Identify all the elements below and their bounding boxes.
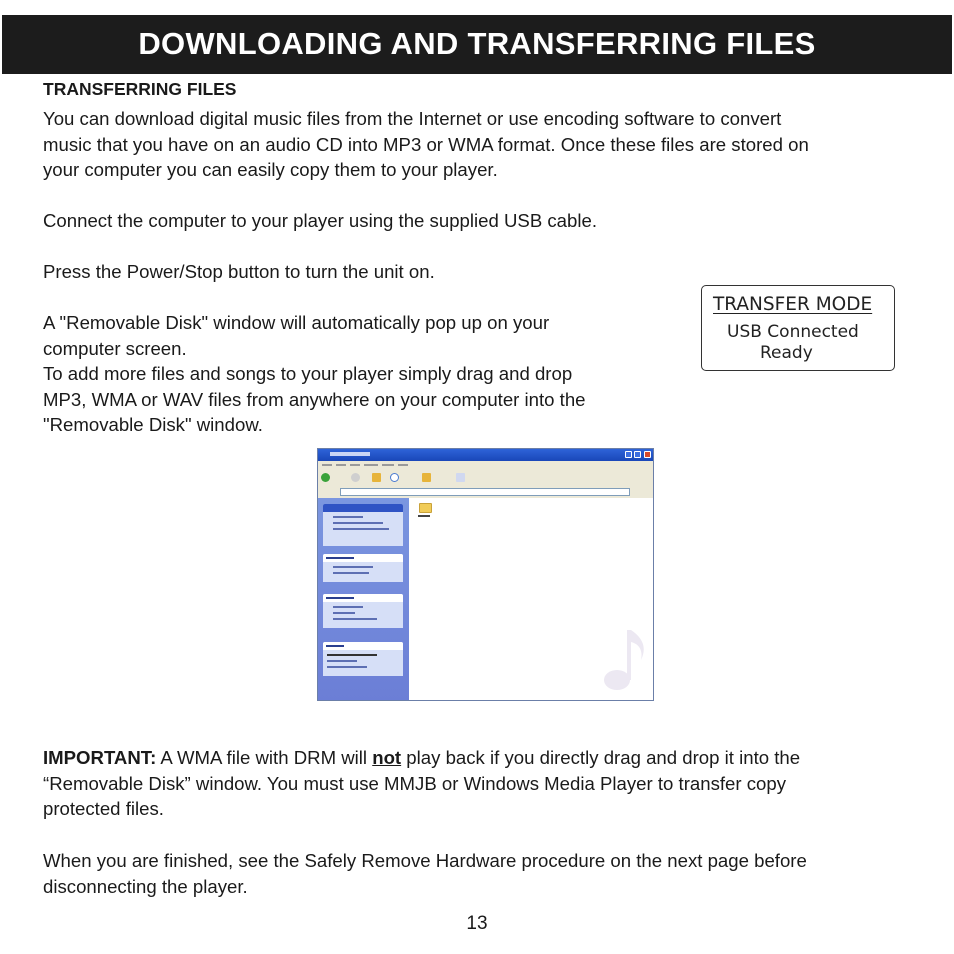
window-titlebar: [318, 449, 653, 461]
toolbar: [318, 469, 653, 488]
forward-icon: [351, 473, 360, 482]
text-line: computer screen.: [43, 337, 187, 359]
text-line: You can download digital music files from the Internet or use encoding software to convert: [43, 108, 782, 129]
paragraph-download: [43, 106, 809, 183]
paragraph-removable-disk: [43, 310, 586, 438]
lcd-display: [701, 285, 895, 371]
paragraph-connect: [43, 208, 597, 234]
folders-icon: [422, 473, 431, 482]
page-number: 13: [466, 913, 488, 934]
paragraph-power: [43, 259, 435, 285]
file-list-area: [409, 498, 654, 701]
task-pane: [318, 498, 409, 701]
important-label: IMPORTANT:: [43, 747, 157, 768]
folder-icon: [419, 503, 432, 513]
page-title: DOWNLOADING AND TRANSFERRING FILES: [138, 26, 816, 61]
back-icon: [321, 473, 330, 482]
text-line: When you are finished, see the Safely Remove Hardware procedure on the next page before: [43, 850, 807, 871]
emphasis-not: not: [372, 747, 402, 768]
important-text: A WMA file with DRM will: [156, 747, 373, 768]
lcd-mode-text: TRANSFER MODE: [713, 294, 873, 315]
details-box: [323, 642, 403, 676]
text-line: “Removable Disk” window. You must use MMJB or Windows Media Player to transfer copy: [43, 772, 787, 794]
text-line: A "Removable Disk" window will automatically pop up on your: [43, 312, 550, 333]
text-line: protected files.: [43, 798, 164, 819]
removable-disk-window-screenshot: [317, 448, 654, 701]
section-heading: TRANSFERRING FILES: [43, 79, 237, 99]
up-folder-icon: [372, 473, 381, 482]
file-folder-tasks-box: [323, 554, 403, 582]
text-line: Press the Power/Stop button to turn the unit on.: [43, 261, 435, 282]
search-icon: [390, 473, 399, 482]
views-icon: [456, 473, 465, 482]
address-bar: [318, 487, 653, 498]
text-line: music that you have on an audio CD into MP3 or WMA format. Once these files are stored on: [43, 133, 809, 155]
close-icon: [644, 451, 651, 458]
text-line: disconnecting the player.: [43, 875, 248, 897]
lcd-ready-text: Ready: [760, 343, 813, 363]
menu-bar: [318, 461, 653, 469]
text-line: [43, 745, 800, 771]
other-places-box: [323, 594, 403, 628]
important-text: play back if you directly drag and drop it into the: [401, 747, 801, 768]
music-note-icon: [603, 624, 649, 694]
page-title-banner: [2, 15, 952, 74]
text-line: "Removable Disk" window.: [43, 414, 263, 435]
important-note: [43, 745, 800, 822]
text-line: Connect the computer to your player using the supplied USB cable.: [43, 210, 597, 231]
text-line: your computer you can easily copy them to your player.: [43, 159, 498, 180]
task-box: [323, 504, 403, 546]
text-line: MP3, WMA or WAV files from anywhere on your computer into the: [43, 388, 586, 410]
closing-paragraph: [43, 848, 807, 899]
text-line: To add more files and songs to your player simply drag and drop: [43, 363, 573, 384]
lcd-status-text: USB Connected: [727, 322, 859, 342]
